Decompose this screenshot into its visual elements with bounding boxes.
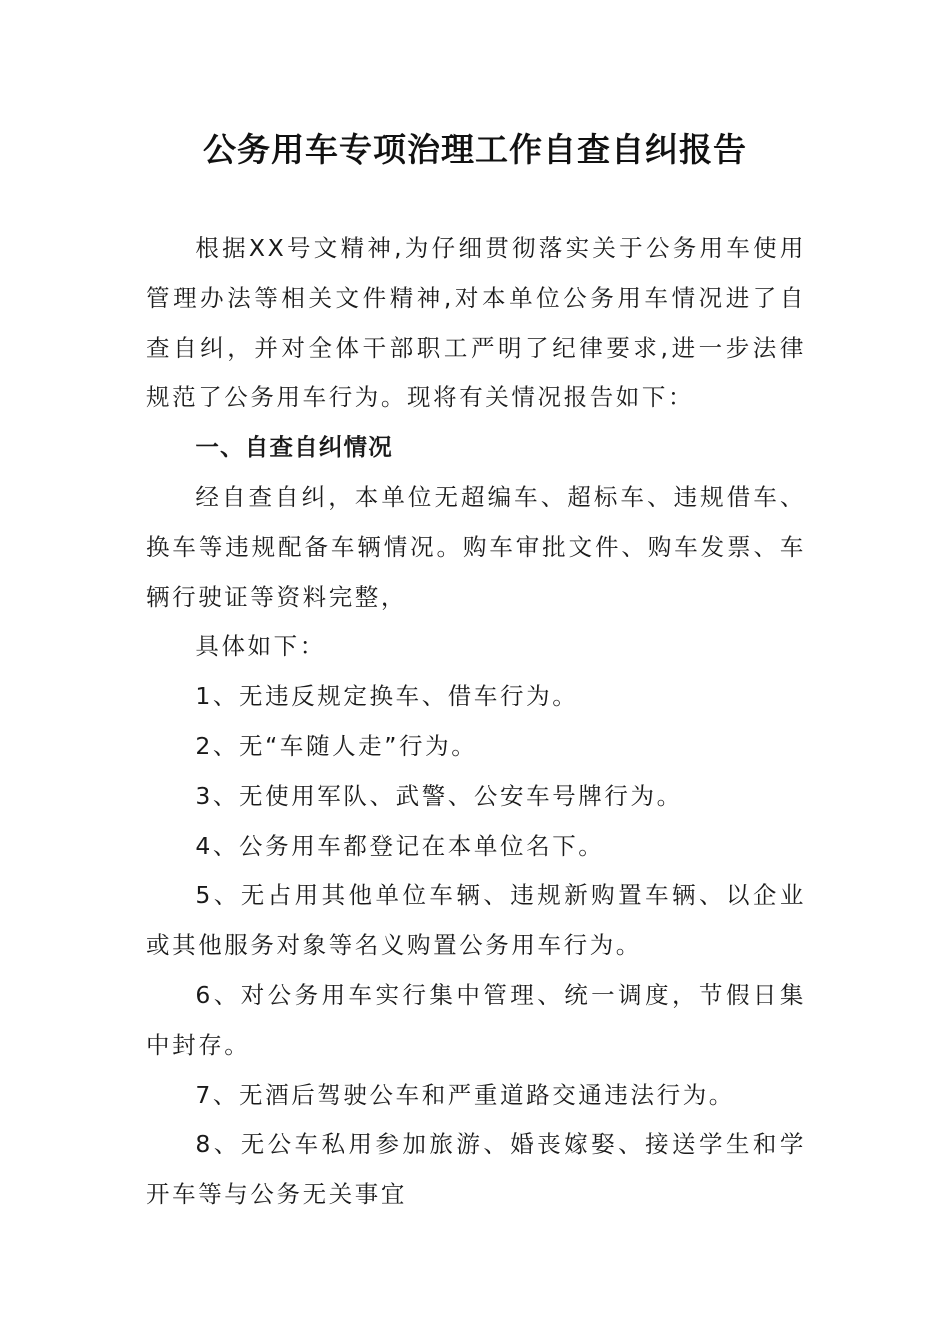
list-item: 3、无使用军队、武警、公安车号牌行为。 (195, 781, 683, 810)
list-item: 1、无违反规定换车、借车行为。 (195, 682, 579, 711)
list-item: 2、无“车随人走”行为。 (195, 731, 478, 760)
specifics-label: 具体如下： (195, 632, 326, 661)
document-body (146, 224, 806, 1220)
list-item: 8、无公车私用参加旅游、婚丧嫁娶、接送学生和学开车等与公务无关事宜 (146, 1130, 806, 1209)
list-item: 4、公务用车都登记在本单位名下。 (195, 831, 605, 860)
intro-paragraph: 根据XX号文精神,为仔细贯彻落实关于公务用车使用管理办法等相关文件精神,对本单位公务用车情况进了自查自纠，并对全体干部职工严明了纪律要求,进一步法律规范了公务用车行为。现将有关情况报告如下： (146, 234, 806, 412)
section-paragraph: 经自查自纠，本单位无超编车、超标车、违规借车、换车等违规配备车辆情况。购车审批文件、购车发票、车辆行驶证等资料完整， (146, 482, 806, 611)
list-item: 6、对公务用车实行集中管理、统一调度，节假日集中封存。 (146, 980, 806, 1059)
section-heading: 一、自查自纠情况 (195, 433, 393, 462)
document-title: 公务用车专项治理工作自查自纠报告 (203, 130, 747, 169)
list-item: 7、无酒后驾驶公车和严重道路交通违法行为。 (195, 1080, 735, 1109)
list-item: 5、无占用其他单位车辆、违规新购置车辆、以企业或其他服务对象等名义购置公务用车行为。 (146, 881, 806, 960)
